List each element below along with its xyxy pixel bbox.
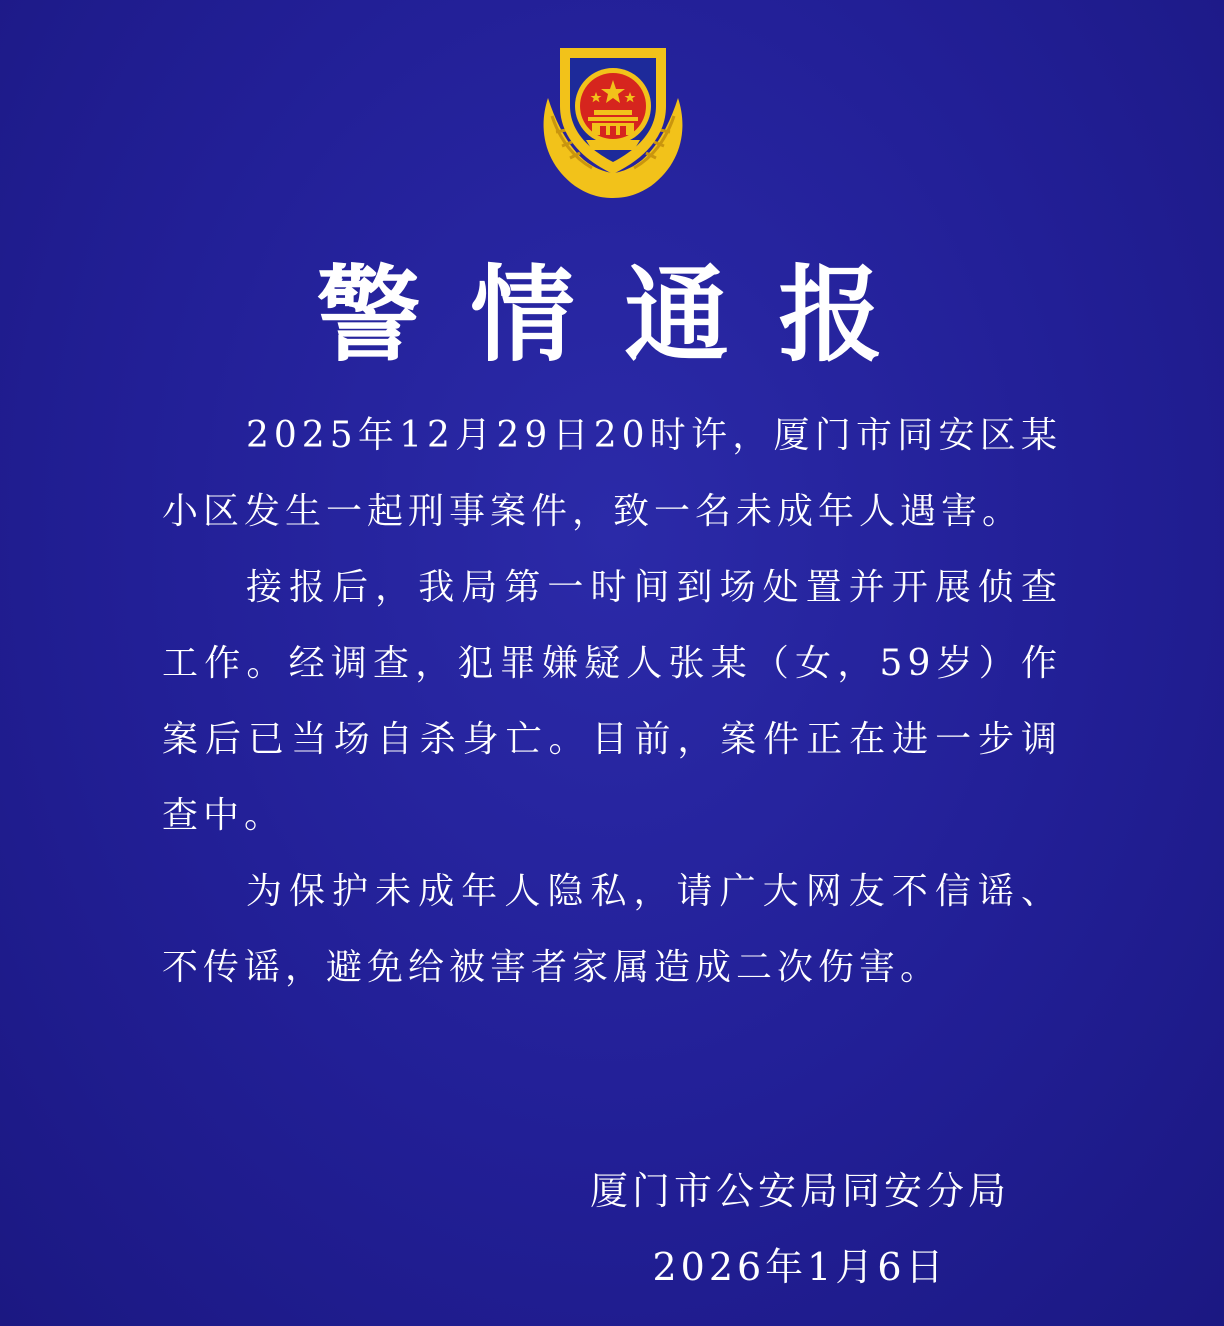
police-emblem-icon	[530, 28, 696, 200]
issuing-organization: 厦门市公安局同安分局	[589, 1169, 1010, 1213]
paragraph-incident: 2025年12月29日20时许，厦门市同安区某小区发生一起刑事案件，致一名未成年人遇害。	[162, 415, 1062, 532]
issue-date: 2026年1月6日	[652, 1245, 948, 1289]
notice-title: 警情通报	[316, 253, 933, 376]
notice-body	[162, 398, 1062, 1006]
paragraph-appeal: 为保护未成年人隐私，请广大网友不信谣、不传谣，避免给被害者家属造成二次伤害。	[162, 871, 1062, 988]
paragraph-investigation: 接报后，我局第一时间到场处置并开展侦查工作。经调查，犯罪嫌疑人张某（女，59岁）作案后已当场自杀身亡。目前，案件正在进一步调查中。	[162, 567, 1062, 836]
